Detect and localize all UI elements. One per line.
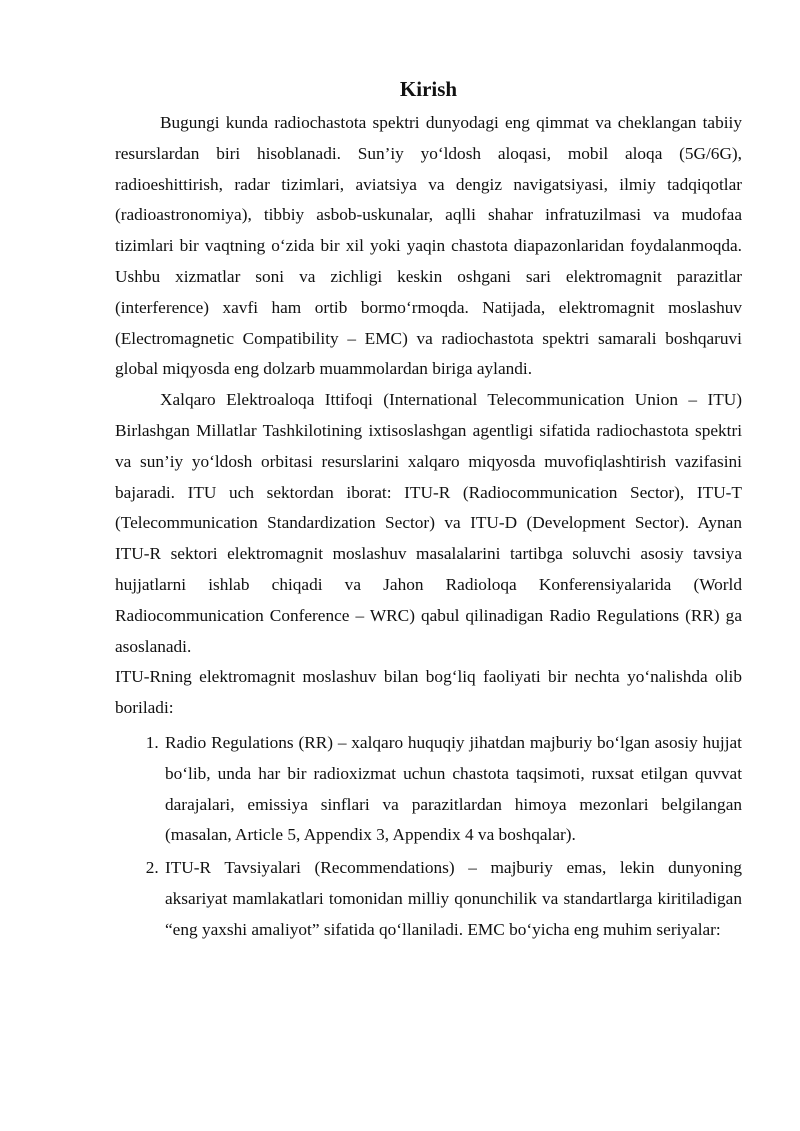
- list-item: 2. ITU-R Tavsiyalari (Recommendations) – majburiy emas, lekin dunyoning aksariyat mamlakatlari tomonidan milliy qonunchilik va standartlarga kiritiladigan “eng yaxshi amaliyot” sifatida qo‘llaniladi. EMC bo‘yicha eng muhim seriyalar:: [163, 853, 742, 945]
- paragraph-intro: Bugungi kunda radiochastota spektri dunyodagi eng qimmat va cheklangan tabiiy resurslardan biri hisoblanadi. Sun’iy yo‘ldosh aloqasi, mobil aloqa (5G/6G), radioeshittirish, radar tizimlari, aviatsiya va dengiz navigatsiyasi, ilmiy tadqiqotlar (radioastronomiya), tibbiy asbob-uskunalar, aqlli shahar infratuzilmasi va mudofaa tizimlari bir vaqtning o‘zida bir xil yoki yaqin chastota diapazonlaridan foydalanmoqda. Ushbu xizmatlar soni va zichligi keskin oshgani sari elektromagnit parazitlar (interference) xavfi ham ortib bormo‘rmoqda. Natijada, elektromagnit moslashuv (Electromagnetic Compatibility – EMC) va radiochastota spektri samarali boshqaruvi global miqyosda eng dolzarb muammolardan biriga aylandi.: [115, 113, 742, 379]
- page-content: [115, 74, 742, 948]
- list-item: 1. Radio Regulations (RR) – xalqaro huquqiy jihatdan majburiy bo‘lgan asosiy hujjat bo‘lib, unda har bir radioxizmat uchun chastota taqsimoti, ruxsat etilgan quvvat darajalari, emissiya sinflari va parazitlardan himoya mezonlari belgilangan (masalan, Article 5, Appendix 3, Appendix 4 va boshqalar).: [163, 728, 742, 851]
- section-title: Kirish: [399, 77, 458, 101]
- paragraph-itu-r-activity: ITU-Rning elektromagnit moslashuv bilan bog‘liq faoliyati bir nechta yo‘nalishda olib boriladi:: [115, 667, 742, 718]
- numbered-list: [115, 728, 742, 946]
- paragraph-itu: Xalqaro Elektroaloqa Ittifoqi (International Telecommunication Union – ITU) Birlashgan Millatlar Tashkilotining ixtisoslashgan agentligi sifatida radiochastota spektri va sun’iy yo‘ldosh orbitasi resurslarini xalqaro miqyosda muvofiqlashtirish vazifasini bajaradi. ITU uch sektordan iborat: ITU-R (Radiocommunication Sector), ITU-T (Telecommunication Standardization Sector) va ITU-D (Development Sector). Aynan ITU-R sektori elektromagnit moslashuv masalalarini tartibga soluvchi asosiy tavsiya hujjatlarni ishlab chiqadi va Jahon Radioloqa Konferensiyalarida (World Radiocommunication Conference – WRC) qabul qilinadigan Radio Regulations (RR) ga asoslanadi.: [115, 390, 742, 656]
